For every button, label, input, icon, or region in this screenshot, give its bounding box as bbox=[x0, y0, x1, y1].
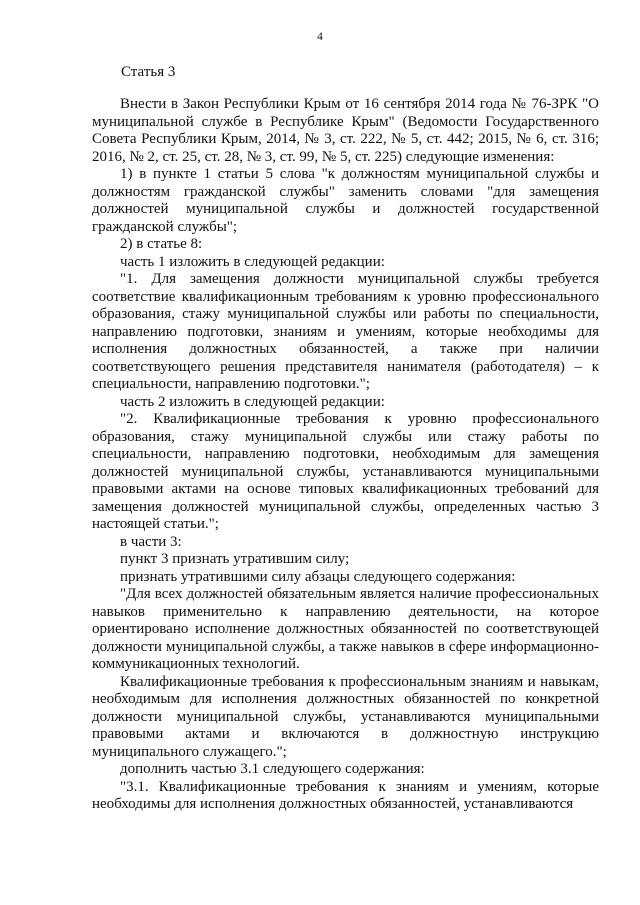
article-heading: Статья 3 bbox=[121, 64, 176, 80]
part-3-1-instruction: дополнить частью 3.1 следующего содержания: bbox=[120, 761, 425, 777]
repealed-paragraph-2: Квалификационные требования к профессиональным знаниям и навыкам, необходимым для исполнения должностных обязанностей по конкретной должности муниципальной службы, устанавливаются муниципальными правовыми актами и включаются в должностную инструкцию муниципального служащего."; bbox=[92, 673, 599, 760]
part-2-text: "2. Квалификационные требования к уровню профессионального образования, стажу муниципальной службы или стажу работы по специальности, направлению подготовки, необходимым для замещения должностей муниципальной службы, устанавливаются муниципальными правовыми актами на основе типовых квалификационных требований для замещения должностей муниципальной службы, определенных частью 3 настоящей статьи."; bbox=[92, 411, 599, 532]
part-3-item-3-repeal: пункт 3 признать утратившим силу; bbox=[120, 551, 350, 567]
amendment-item-2: 2) в статье 8: bbox=[120, 236, 203, 252]
part-3-instruction: в части 3: bbox=[120, 533, 182, 550]
intro-paragraph: Внести в Закон Республики Крым от 16 сентября 2014 года № 76-ЗРК "О муниципальной службе в Республике Крым" (Ведомости Государственного Совета Республики Крым, 2014, № 3, ст. 222, № 5, ст. 442; 2015, № 6, ст. 316; 2016, № 2, ст. 25, ст. 28, № 3, ст. 99, № 5, ст. 225) следующие изменения: bbox=[92, 96, 599, 165]
part-3-1-text: "3.1. Квалификационные требования к знаниям и умениям, которые необходимы для исполнения должностных обязанностей, устанавливаются bbox=[92, 778, 599, 812]
part-2-instruction: часть 2 изложить в следующей редакции: bbox=[120, 393, 385, 410]
amendment-item-1: 1) в пункте 1 статьи 5 слова "к должностям муниципальной службы и должностям гражданской службы" заменить словами "для замещения должностей муниципальной службы и должностей государственной гражданской службы"; bbox=[92, 166, 599, 235]
article-body bbox=[92, 96, 599, 814]
page-number: 4 bbox=[317, 31, 323, 43]
part-1-text: "1. Для замещения должности муниципальной службы требуется соответствие квалификационным требованиям к уровню профессионального образования, стажу муниципальной службы или работы по специальности, направлению подготовки, знаниям и умениям, которые необходимы для исполнения должностных обязанностей, а также при наличии соответствующего решения представителя нанимателя (работодателя) – к специальности, направлению подготовки."; bbox=[92, 271, 599, 392]
repeal-paragraphs-instruction: признать утратившими силу абзацы следующего содержания: bbox=[120, 568, 516, 585]
repealed-paragraph-1: "Для всех должностей обязательным является наличие профессиональных навыков применительно к направлению деятельности, на которое ориентировано исполнение должностных обязанностей по соответствующей должности муниципальной службы, а также навыков в сфере информационно-коммуникационных технологий. bbox=[92, 586, 599, 672]
part-1-instruction: часть 1 изложить в следующей редакции: bbox=[120, 253, 385, 270]
